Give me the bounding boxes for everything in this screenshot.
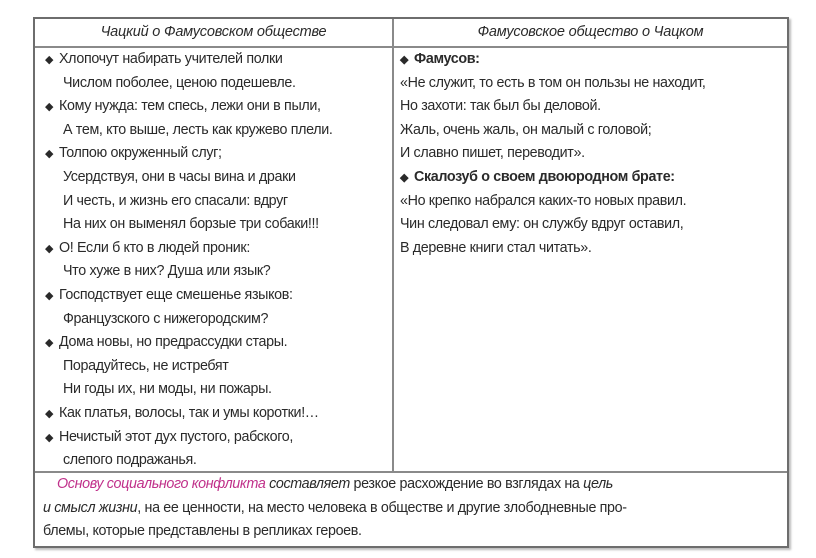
- line-text: В деревне книги стал читать».: [400, 239, 592, 256]
- text-line: [35, 378, 392, 402]
- line-text: И славно пишет, переводит».: [400, 145, 585, 162]
- bullet-line: [35, 237, 392, 261]
- bullet-line: [35, 284, 392, 308]
- line-text: Но захоти: так был бы деловой.: [400, 98, 601, 115]
- text-line: [35, 308, 392, 332]
- bullet-line: [394, 48, 787, 72]
- line-text: Господствует еще смешенье языков:: [59, 286, 293, 303]
- conclusion-paragraph: [35, 471, 787, 548]
- line-text: И честь, и жизнь его спасали: вдруг: [63, 192, 288, 209]
- text-line: [35, 119, 392, 143]
- diamond-bullet-icon: ◆: [400, 54, 409, 66]
- line-text: На них он выменял борзые три собаки!!!: [63, 216, 319, 233]
- bullet-line: [35, 402, 392, 426]
- line-text: Хлопочут набирать учителей полки: [59, 51, 283, 67]
- footer-text: блемы, которые представлены в репликах героев.: [43, 523, 362, 540]
- bullet-line: [35, 142, 392, 166]
- text-line: [35, 190, 392, 214]
- left-column: [35, 48, 394, 471]
- footer-italic: и смысл жизни: [43, 499, 138, 516]
- line-text: А тем, кто выше, лесть как кружево плели.: [63, 121, 333, 138]
- header-right: Фамусовское общество о Чацком: [394, 19, 787, 48]
- diamond-bullet-icon: ◆: [45, 337, 54, 350]
- diamond-bullet-icon: ◆: [45, 431, 54, 444]
- diamond-bullet-icon: ◆: [45, 242, 54, 255]
- bullet-line: [35, 48, 392, 72]
- line-text: Жаль, очень жаль, он малый с головой;: [400, 121, 652, 138]
- line-text: Дома новы, но предрассудки стары.: [59, 334, 288, 351]
- highlight-term: Основу социального конфликта: [57, 476, 266, 492]
- line-text: Числом поболее, ценою подешевле.: [63, 74, 296, 91]
- comparison-table: [33, 17, 789, 548]
- line-text: Ни годы их, ни моды, ни пожары.: [63, 381, 272, 398]
- text-line: [35, 213, 392, 237]
- text-line: [394, 213, 787, 237]
- diamond-bullet-icon: ◆: [45, 407, 54, 420]
- line-text: Что хуже в них? Душа или язык?: [63, 263, 271, 280]
- text-line: [394, 142, 787, 166]
- line-text: Скалозуб о своем двоюродном брате:: [414, 168, 675, 185]
- bullet-line: [394, 166, 787, 190]
- footer-italic: составляет: [269, 476, 350, 492]
- diamond-bullet-icon: ◆: [45, 101, 54, 114]
- footer-italic: цель: [583, 476, 613, 492]
- text-line: [35, 260, 392, 284]
- line-text: Усердствуя, они в часы вина и драки: [63, 168, 296, 185]
- line-text: О! Если б кто в людей проник:: [59, 239, 250, 256]
- bullet-line: [35, 426, 392, 450]
- line-text: слепого подражанья.: [63, 452, 197, 469]
- footer-text: резкое расхождение во взглядах на: [353, 476, 580, 492]
- line-text: «Но крепко набрался каких-то новых правил.: [400, 192, 687, 209]
- line-text: Чин следовал ему: он службу вдруг оставил,: [400, 216, 684, 233]
- line-text: «Не служит, то есть в том он пользы не находит,: [400, 74, 706, 91]
- header-left: Чацкий о Фамусовском обществе: [35, 19, 394, 48]
- line-text: Толпою окруженный слуг;: [59, 145, 222, 162]
- text-line: [35, 355, 392, 379]
- text-line: [394, 190, 787, 214]
- text-line: [35, 166, 392, 190]
- diamond-bullet-icon: ◆: [45, 54, 54, 66]
- diamond-bullet-icon: ◆: [400, 171, 409, 184]
- footer-text: , на ее ценности, на место человека в обществе и другие злободневные про-: [137, 499, 627, 516]
- diamond-bullet-icon: ◆: [45, 289, 54, 302]
- diamond-bullet-icon: ◆: [45, 148, 54, 161]
- line-text: Нечистый этот дух пустого, рабского,: [59, 428, 293, 445]
- line-text: Кому нужда: тем спесь, лежи они в пыли,: [59, 98, 321, 115]
- text-line: [35, 72, 392, 96]
- line-text: Французского с нижегородским?: [63, 310, 269, 327]
- text-line: [35, 449, 392, 473]
- bullet-line: [35, 95, 392, 119]
- bullet-line: [35, 331, 392, 355]
- text-line: [394, 72, 787, 96]
- line-text: Фамусов:: [414, 51, 480, 67]
- line-text: Порадуйтесь, не истребят: [63, 357, 229, 374]
- right-column: [394, 48, 787, 471]
- text-line: [394, 95, 787, 119]
- text-line: [394, 119, 787, 143]
- text-line: [394, 237, 787, 261]
- line-text: Как платья, волосы, так и умы коротки!…: [59, 404, 319, 421]
